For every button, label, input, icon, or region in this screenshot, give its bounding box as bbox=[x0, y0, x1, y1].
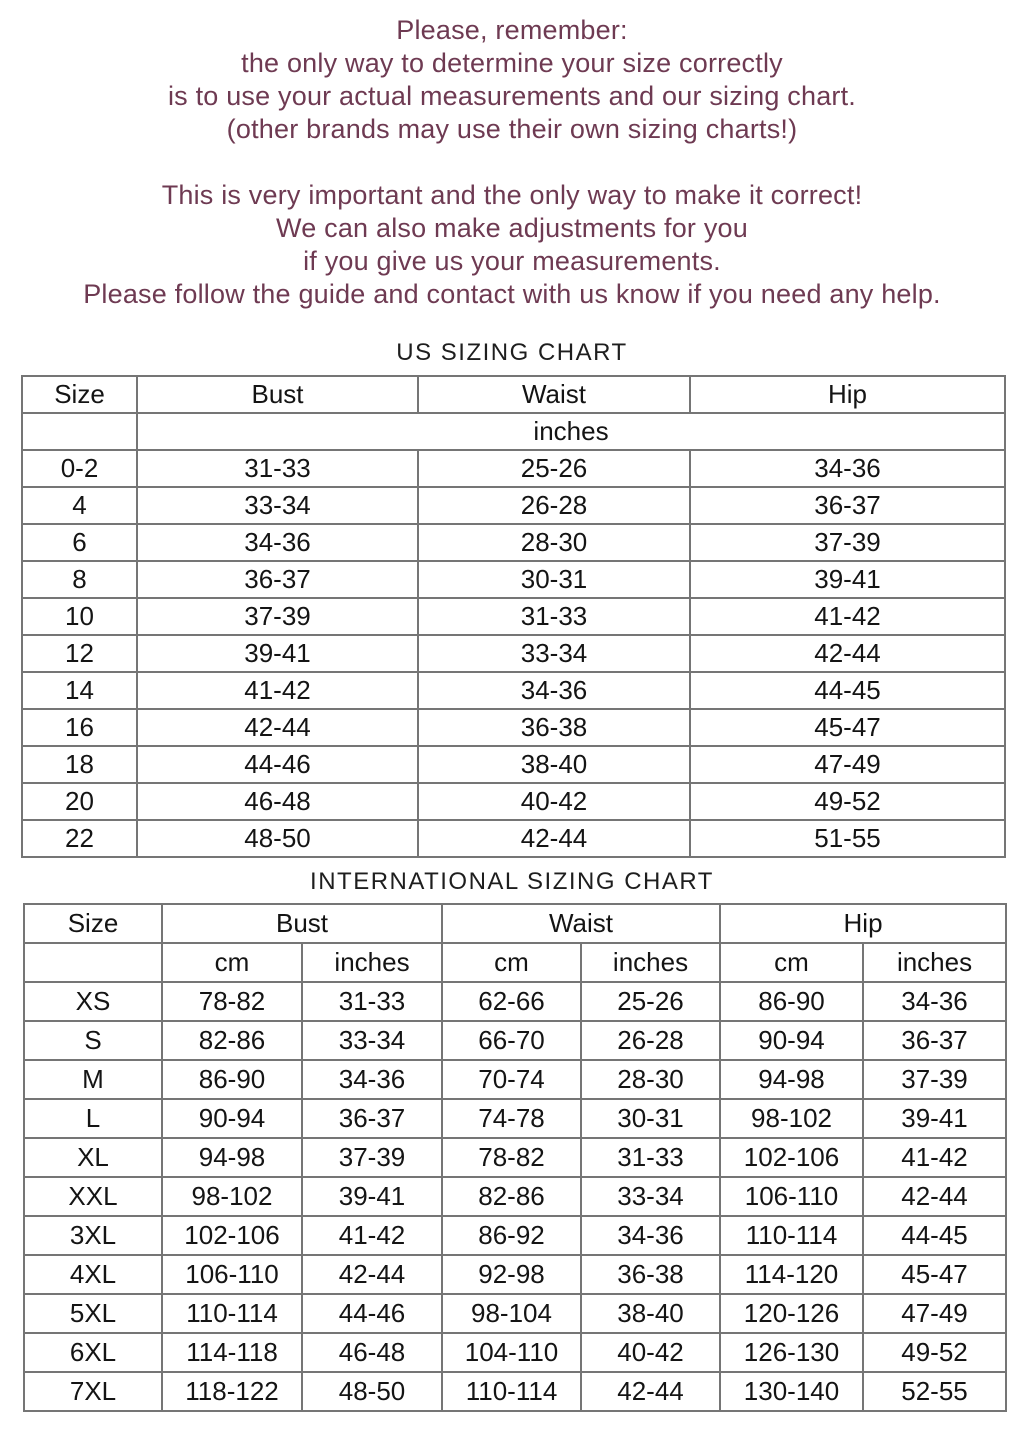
measurement-cell: 110-114 bbox=[162, 1294, 302, 1333]
table-row bbox=[22, 561, 1005, 598]
measurement-cell: 31-33 bbox=[302, 982, 442, 1021]
measurement-cell: 36-37 bbox=[302, 1099, 442, 1138]
intl-header-row bbox=[24, 904, 1006, 943]
measurement-cell: 30-31 bbox=[418, 561, 690, 598]
measurement-cell: 36-37 bbox=[690, 487, 1005, 524]
measurement-cell: 98-102 bbox=[720, 1099, 863, 1138]
us-col-size: Size bbox=[22, 376, 137, 413]
table-row bbox=[24, 1333, 1006, 1372]
measurement-cell: 106-110 bbox=[162, 1255, 302, 1294]
measurement-cell: 37-39 bbox=[863, 1060, 1006, 1099]
table-row bbox=[22, 709, 1005, 746]
measurement-cell: 94-98 bbox=[162, 1138, 302, 1177]
us-sizing-table bbox=[21, 375, 1006, 858]
measurement-cell: 70-74 bbox=[442, 1060, 581, 1099]
measurement-cell: 42-44 bbox=[302, 1255, 442, 1294]
measurement-cell: 52-55 bbox=[863, 1372, 1006, 1411]
measurement-cell: 39-41 bbox=[137, 635, 418, 672]
intro-paragraph bbox=[0, 14, 1024, 311]
intro-line: is to use your actual measurements and our sizing chart. bbox=[167, 81, 857, 111]
intl-col-hip: Hip bbox=[720, 904, 1006, 943]
measurement-cell: 28-30 bbox=[418, 524, 690, 561]
intro-line: (other brands may use their own sizing charts!) bbox=[226, 114, 798, 144]
measurement-cell: 78-82 bbox=[442, 1138, 581, 1177]
measurement-cell: 26-28 bbox=[418, 487, 690, 524]
us-unit-label: inches bbox=[137, 413, 1005, 450]
measurement-cell: 44-46 bbox=[302, 1294, 442, 1333]
measurement-cell: 48-50 bbox=[302, 1372, 442, 1411]
measurement-cell: 44-45 bbox=[690, 672, 1005, 709]
us-unit-empty-cell bbox=[22, 413, 137, 450]
size-cell: XXL bbox=[24, 1177, 162, 1216]
size-cell: XS bbox=[24, 982, 162, 1021]
measurement-cell: 118-122 bbox=[162, 1372, 302, 1411]
measurement-cell: 30-31 bbox=[581, 1099, 720, 1138]
size-cell: M bbox=[24, 1060, 162, 1099]
measurement-cell: 48-50 bbox=[137, 820, 418, 857]
measurement-cell: 42-44 bbox=[581, 1372, 720, 1411]
size-cell: 4 bbox=[22, 487, 137, 524]
measurement-cell: 33-34 bbox=[302, 1021, 442, 1060]
measurement-cell: 34-36 bbox=[418, 672, 690, 709]
table-row bbox=[24, 1021, 1006, 1060]
intro-line: if you give us your measurements. bbox=[303, 246, 721, 276]
intl-sizing-table bbox=[23, 903, 1007, 1412]
measurement-cell: 37-39 bbox=[302, 1138, 442, 1177]
measurement-cell: 66-70 bbox=[442, 1021, 581, 1060]
intro-line: Please, remember: bbox=[396, 15, 628, 45]
measurement-cell: 34-36 bbox=[581, 1216, 720, 1255]
size-cell: 10 bbox=[22, 598, 137, 635]
us-col-hip: Hip bbox=[690, 376, 1005, 413]
measurement-cell: 38-40 bbox=[418, 746, 690, 783]
measurement-cell: 39-41 bbox=[690, 561, 1005, 598]
measurement-cell: 74-78 bbox=[442, 1099, 581, 1138]
measurement-cell: 36-37 bbox=[137, 561, 418, 598]
measurement-cell: 33-34 bbox=[581, 1177, 720, 1216]
measurement-cell: 42-44 bbox=[418, 820, 690, 857]
measurement-cell: 34-36 bbox=[863, 982, 1006, 1021]
measurement-cell: 90-94 bbox=[720, 1021, 863, 1060]
table-row bbox=[24, 982, 1006, 1021]
measurement-cell: 49-52 bbox=[690, 783, 1005, 820]
size-cell: 4XL bbox=[24, 1255, 162, 1294]
measurement-cell: 33-34 bbox=[418, 635, 690, 672]
size-cell: 0-2 bbox=[22, 450, 137, 487]
size-cell: 20 bbox=[22, 783, 137, 820]
intl-chart-title: INTERNATIONAL SIZING CHART bbox=[310, 868, 714, 895]
measurement-cell: 42-44 bbox=[137, 709, 418, 746]
measurement-cell: 62-66 bbox=[442, 982, 581, 1021]
measurement-cell: 31-33 bbox=[418, 598, 690, 635]
intl-col-bust: Bust bbox=[162, 904, 442, 943]
measurement-cell: 102-106 bbox=[162, 1216, 302, 1255]
table-row bbox=[22, 487, 1005, 524]
measurement-cell: 78-82 bbox=[162, 982, 302, 1021]
measurement-cell: 39-41 bbox=[863, 1099, 1006, 1138]
table-row bbox=[24, 1294, 1006, 1333]
measurement-cell: 110-114 bbox=[720, 1216, 863, 1255]
measurement-cell: 86-90 bbox=[162, 1060, 302, 1099]
measurement-cell: 34-36 bbox=[690, 450, 1005, 487]
intro-line: We can also make adjustments for you bbox=[276, 213, 748, 243]
measurement-cell: 36-37 bbox=[863, 1021, 1006, 1060]
table-row bbox=[22, 524, 1005, 561]
measurement-cell: 44-45 bbox=[863, 1216, 1006, 1255]
intl-col-size: Size bbox=[24, 904, 162, 943]
measurement-cell: 51-55 bbox=[690, 820, 1005, 857]
measurement-cell: 41-42 bbox=[690, 598, 1005, 635]
measurement-cell: 33-34 bbox=[137, 487, 418, 524]
measurement-cell: 94-98 bbox=[720, 1060, 863, 1099]
table-row bbox=[22, 783, 1005, 820]
measurement-cell: 28-30 bbox=[581, 1060, 720, 1099]
intro-line: Please follow the guide and contact with us know if you need any help. bbox=[83, 279, 941, 309]
table-row bbox=[24, 1099, 1006, 1138]
measurement-cell: 110-114 bbox=[442, 1372, 581, 1411]
size-cell: S bbox=[24, 1021, 162, 1060]
measurement-cell: 25-26 bbox=[581, 982, 720, 1021]
measurement-cell: 102-106 bbox=[720, 1138, 863, 1177]
size-cell: 14 bbox=[22, 672, 137, 709]
table-row bbox=[22, 598, 1005, 635]
size-cell: 22 bbox=[22, 820, 137, 857]
measurement-cell: 26-28 bbox=[581, 1021, 720, 1060]
us-table-body bbox=[22, 450, 1005, 857]
intl-unit-empty-cell bbox=[24, 943, 162, 982]
intl-unit-hip-inches: inches bbox=[863, 943, 1006, 982]
size-cell: 7XL bbox=[24, 1372, 162, 1411]
size-cell: 3XL bbox=[24, 1216, 162, 1255]
measurement-cell: 98-102 bbox=[162, 1177, 302, 1216]
measurement-cell: 37-39 bbox=[137, 598, 418, 635]
us-header-row bbox=[22, 376, 1005, 413]
intl-unit-waist-cm: cm bbox=[442, 943, 581, 982]
intro-line: the only way to determine your size correctly bbox=[241, 48, 783, 78]
table-row bbox=[24, 1060, 1006, 1099]
size-cell: XL bbox=[24, 1138, 162, 1177]
measurement-cell: 130-140 bbox=[720, 1372, 863, 1411]
measurement-cell: 40-42 bbox=[581, 1333, 720, 1372]
measurement-cell: 86-90 bbox=[720, 982, 863, 1021]
size-cell: 16 bbox=[22, 709, 137, 746]
us-unit-row bbox=[22, 413, 1005, 450]
us-col-waist: Waist bbox=[418, 376, 690, 413]
measurement-cell: 120-126 bbox=[720, 1294, 863, 1333]
intro-line: This is very important and the only way to make it correct! bbox=[161, 180, 863, 210]
table-row bbox=[24, 1372, 1006, 1411]
measurement-cell: 82-86 bbox=[162, 1021, 302, 1060]
size-cell: 6XL bbox=[24, 1333, 162, 1372]
measurement-cell: 98-104 bbox=[442, 1294, 581, 1333]
measurement-cell: 41-42 bbox=[137, 672, 418, 709]
measurement-cell: 126-130 bbox=[720, 1333, 863, 1372]
measurement-cell: 47-49 bbox=[863, 1294, 1006, 1333]
measurement-cell: 40-42 bbox=[418, 783, 690, 820]
measurement-cell: 92-98 bbox=[442, 1255, 581, 1294]
measurement-cell: 46-48 bbox=[137, 783, 418, 820]
intl-unit-waist-inches: inches bbox=[581, 943, 720, 982]
size-cell: 6 bbox=[22, 524, 137, 561]
measurement-cell: 25-26 bbox=[418, 450, 690, 487]
measurement-cell: 37-39 bbox=[690, 524, 1005, 561]
intl-table-body bbox=[24, 982, 1006, 1411]
table-row bbox=[24, 1255, 1006, 1294]
measurement-cell: 104-110 bbox=[442, 1333, 581, 1372]
measurement-cell: 31-33 bbox=[137, 450, 418, 487]
table-row bbox=[22, 672, 1005, 709]
intro-gap bbox=[0, 146, 1024, 179]
intl-unit-bust-cm: cm bbox=[162, 943, 302, 982]
measurement-cell: 86-92 bbox=[442, 1216, 581, 1255]
measurement-cell: 34-36 bbox=[137, 524, 418, 561]
table-row bbox=[24, 1138, 1006, 1177]
table-row bbox=[22, 820, 1005, 857]
measurement-cell: 45-47 bbox=[863, 1255, 1006, 1294]
us-col-bust: Bust bbox=[137, 376, 418, 413]
intl-unit-bust-inches: inches bbox=[302, 943, 442, 982]
measurement-cell: 38-40 bbox=[581, 1294, 720, 1333]
intl-unit-row bbox=[24, 943, 1006, 982]
measurement-cell: 44-46 bbox=[137, 746, 418, 783]
measurement-cell: 39-41 bbox=[302, 1177, 442, 1216]
table-row bbox=[22, 450, 1005, 487]
size-cell: 12 bbox=[22, 635, 137, 672]
measurement-cell: 31-33 bbox=[581, 1138, 720, 1177]
measurement-cell: 106-110 bbox=[720, 1177, 863, 1216]
measurement-cell: 46-48 bbox=[302, 1333, 442, 1372]
size-cell: 8 bbox=[22, 561, 137, 598]
measurement-cell: 49-52 bbox=[863, 1333, 1006, 1372]
intl-col-waist: Waist bbox=[442, 904, 720, 943]
measurement-cell: 36-38 bbox=[418, 709, 690, 746]
table-row bbox=[24, 1177, 1006, 1216]
us-chart-title: US SIZING CHART bbox=[396, 339, 628, 366]
size-cell: L bbox=[24, 1099, 162, 1138]
measurement-cell: 90-94 bbox=[162, 1099, 302, 1138]
measurement-cell: 114-118 bbox=[162, 1333, 302, 1372]
measurement-cell: 41-42 bbox=[302, 1216, 442, 1255]
size-cell: 18 bbox=[22, 746, 137, 783]
measurement-cell: 114-120 bbox=[720, 1255, 863, 1294]
measurement-cell: 42-44 bbox=[863, 1177, 1006, 1216]
measurement-cell: 42-44 bbox=[690, 635, 1005, 672]
table-row bbox=[22, 635, 1005, 672]
intl-unit-hip-cm: cm bbox=[720, 943, 863, 982]
measurement-cell: 41-42 bbox=[863, 1138, 1006, 1177]
measurement-cell: 34-36 bbox=[302, 1060, 442, 1099]
table-row bbox=[24, 1216, 1006, 1255]
measurement-cell: 45-47 bbox=[690, 709, 1005, 746]
table-row bbox=[22, 746, 1005, 783]
size-cell: 5XL bbox=[24, 1294, 162, 1333]
measurement-cell: 82-86 bbox=[442, 1177, 581, 1216]
measurement-cell: 47-49 bbox=[690, 746, 1005, 783]
measurement-cell: 36-38 bbox=[581, 1255, 720, 1294]
